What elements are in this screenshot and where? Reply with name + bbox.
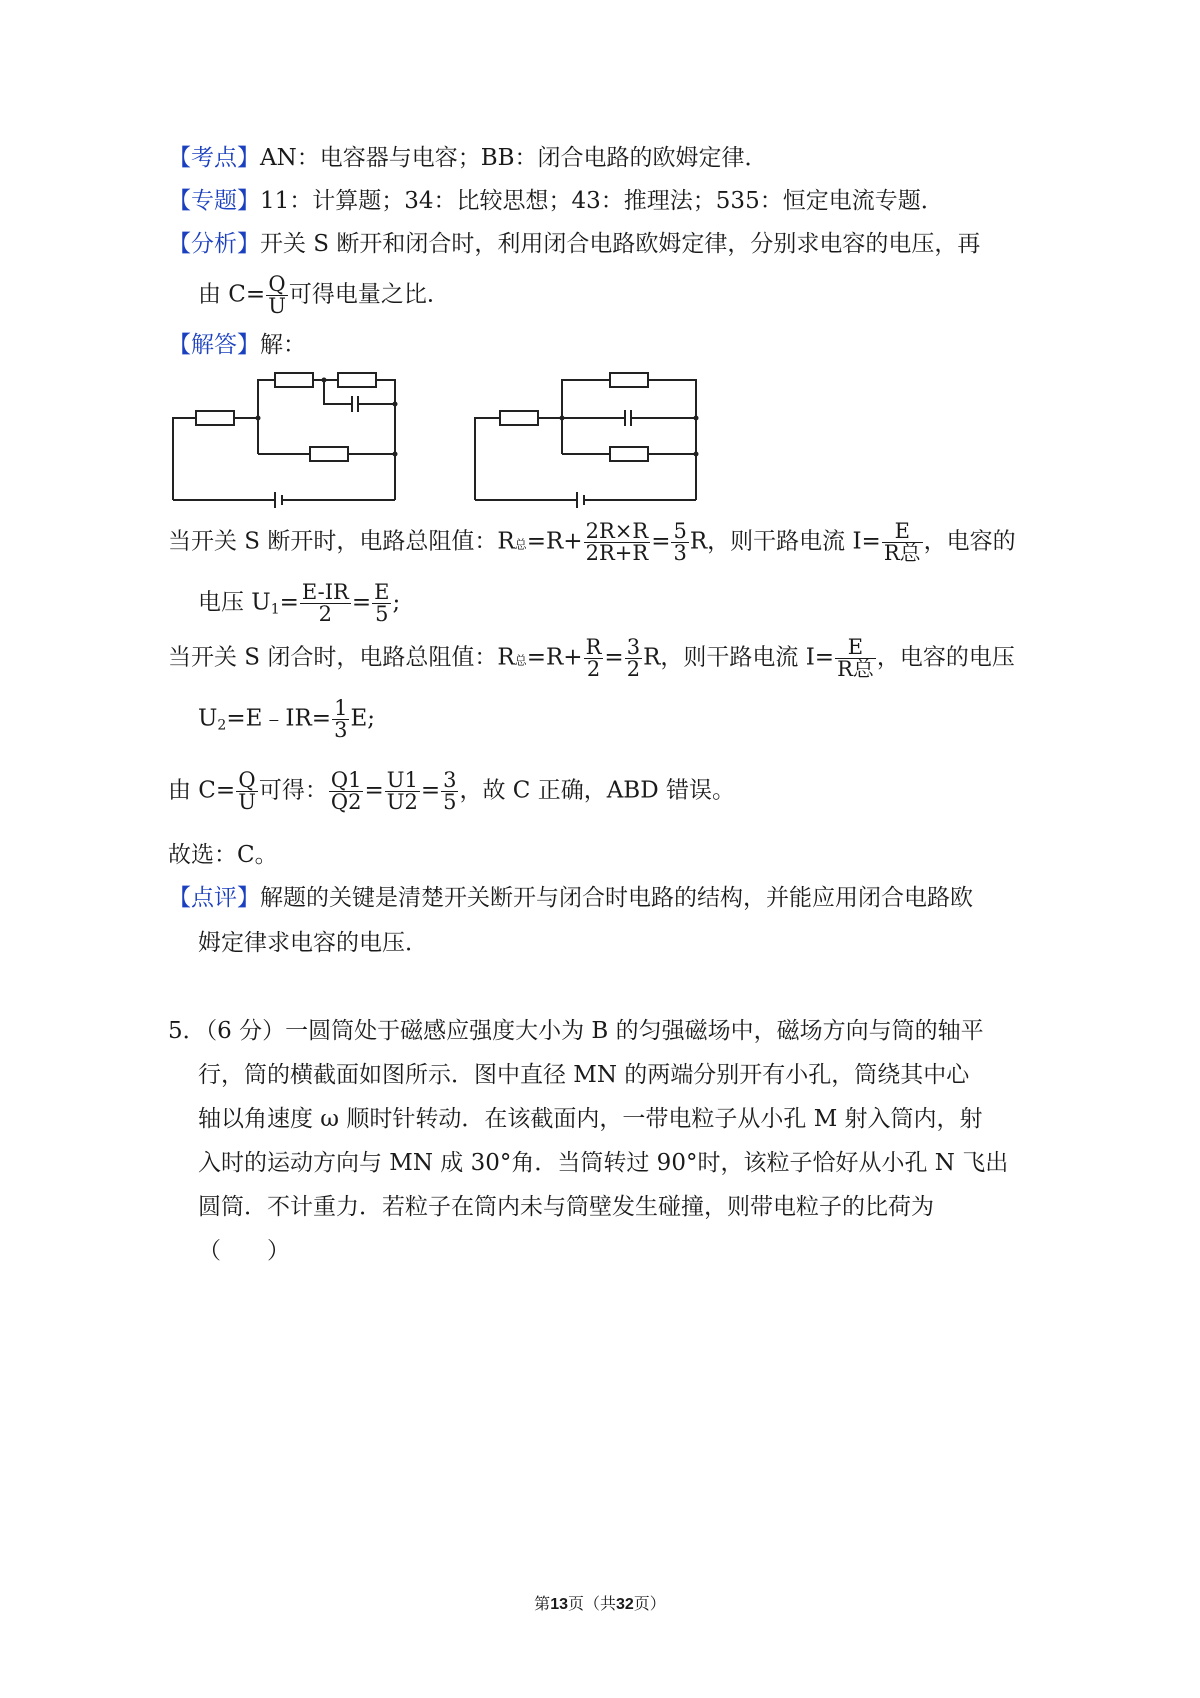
kaodian-text: AN：电容器与电容；BB：闭合电路的欧姆定律． [260, 145, 768, 171]
u2-text-b: =E﹣IR= [226, 705, 332, 732]
closed-subscript: 总 [514, 653, 527, 668]
question5-line-2 [198, 1060, 969, 1090]
fraction-den: R总 [883, 541, 921, 565]
fraction-three-halves [625, 637, 642, 680]
jieda-text: 解： [260, 332, 306, 358]
jieda-tag: 【解答】 [168, 332, 260, 358]
solution-ratio-line [168, 770, 735, 813]
fraction-den: 2 [626, 657, 641, 681]
fraction-u-ratio [385, 770, 420, 813]
closed-text-a: 当开关 S 闭合时，电路总阻值：R [168, 644, 515, 671]
answer-line [168, 840, 278, 870]
question5-line-5 [198, 1192, 934, 1222]
zhuanti-text: 11：计算题；34：比较思想；43：推理法；535：恒定电流专题． [260, 188, 944, 214]
fraction-den: 2 [586, 657, 601, 681]
open-text-b: =R+ [526, 528, 583, 555]
fraction-current-closed [835, 637, 876, 680]
zhuanti-tag: 【专题】 [168, 188, 260, 214]
equals: = [351, 589, 372, 616]
kaodian-line [168, 143, 768, 173]
fraction-num: Q1 [330, 768, 362, 792]
fraction-den: 2 [318, 602, 333, 626]
u1-subscript: 1 [270, 601, 280, 618]
question5-line-4 [198, 1148, 1008, 1178]
fraction-num: E [882, 521, 923, 543]
question5-text-1: 5．（6 分）一圆筒处于磁感应强度大小为 B 的匀强磁场中，磁场方向与筒的轴平 [168, 1018, 984, 1044]
fraction-num: E [835, 637, 876, 659]
answer-text: 故选：C。 [168, 842, 278, 868]
review-text-2: 姆定律求电容的电压． [198, 930, 428, 956]
page-number: 13 [550, 1596, 568, 1613]
jieda-line [168, 330, 306, 360]
fenxi-l2-prefix: 由 C= [198, 281, 266, 308]
fraction-den: R总 [837, 657, 874, 681]
fraction-q-ratio [329, 770, 364, 813]
review-text-1: 解题的关键是清楚开关断开与闭合时电路的结构，并能应用闭合电路欧 [260, 885, 973, 911]
fraction-q-over-u [266, 274, 288, 317]
fraction-r-half [584, 637, 604, 680]
equals: = [604, 644, 624, 671]
review-line-1 [168, 883, 973, 913]
total-pages: 32 [616, 1596, 634, 1613]
equals: = [364, 777, 384, 804]
footer-prefix: 第 [534, 1594, 551, 1613]
closed-text-c: R，则干路电流 I= [643, 644, 835, 671]
fraction-num: 3 [626, 635, 641, 659]
open-text-c: R，则干路电流 I= [689, 528, 881, 555]
open-text-d: ，电容的 [923, 528, 1016, 555]
u1-text-a: 电压 U [198, 589, 271, 616]
u2-text-c: E; [350, 705, 375, 732]
question5-line-1 [168, 1016, 984, 1046]
fenxi-tag: 【分析】 [168, 231, 260, 257]
fraction-num: 2R×R [585, 519, 649, 543]
open-subscript: 总 [514, 537, 527, 552]
circuit-diagram-open [168, 368, 408, 508]
fraction-c-def [236, 770, 258, 813]
fraction-num: E-IR [301, 580, 349, 604]
question5-text-3: 轴以角速度 ω 顺时针转动．在该截面内，一带电粒子从小孔 M 射入筒内，射 [198, 1106, 983, 1132]
review-tag: 【点评】 [168, 885, 260, 911]
fraction-den: Q2 [330, 790, 362, 814]
equals: = [420, 777, 441, 804]
fraction-num: Q [236, 770, 258, 792]
fenxi-line-2 [198, 274, 450, 317]
circuit-diagram-closed [470, 368, 710, 508]
u2-text-a: U [198, 705, 218, 732]
question5-line-6 [198, 1236, 290, 1266]
fraction-one-third [332, 698, 349, 741]
fraction-num: Q [266, 274, 288, 296]
fraction-num: 3 [443, 768, 457, 792]
fraction-den: 3 [673, 541, 687, 565]
zhuanti-line [168, 186, 944, 216]
closed-text-d: ，电容的电压 [876, 644, 1015, 671]
closed-text-b: =R+ [526, 644, 583, 671]
fraction-den: U [268, 294, 286, 318]
question5-answer-blank: （ ） [198, 1238, 290, 1264]
u2-subscript: 2 [217, 717, 227, 734]
fraction-num: E [374, 580, 390, 604]
question5-text-5: 圆筒．不计重力．若粒子在筒内未与筒壁发生碰撞，则带电粒子的比荷为 [198, 1194, 934, 1220]
fraction-den: 3 [334, 718, 348, 742]
review-line-2 [198, 928, 428, 958]
fraction-num: R [585, 635, 602, 659]
ratio-text-a: 由 C= [168, 777, 236, 804]
u1-text-c: ; [392, 589, 401, 616]
solution-u1-line [198, 582, 400, 625]
fraction-den: 5 [443, 790, 457, 814]
fraction-e-fifths [372, 582, 391, 625]
fraction-five-thirds [671, 521, 688, 564]
fraction-parallel [584, 521, 651, 564]
fraction-den: 5 [375, 602, 389, 626]
page-footer [0, 1591, 1200, 1614]
solution-u2-line [198, 698, 375, 741]
question5-text-4: 入时的运动方向与 MN 成 30°角．当筒转过 90°时，该粒子恰好从小孔 N 飞出 [198, 1150, 1009, 1176]
footer-mid: 页（共 [567, 1594, 616, 1613]
question5-line-3 [198, 1104, 983, 1134]
fraction-num: 5 [673, 519, 687, 543]
footer-suffix: 页） [633, 1594, 666, 1613]
fraction-three-fifths [441, 770, 458, 813]
fraction-den: U [238, 790, 256, 814]
fenxi-line [168, 229, 980, 259]
u1-text-b: = [279, 589, 299, 616]
ratio-text-b: 可得： [258, 777, 328, 804]
fraction-den: 2R+R [585, 541, 649, 565]
fraction-num: U1 [386, 768, 418, 792]
fraction-num: 1 [334, 696, 348, 720]
fraction-current [882, 521, 923, 564]
equals: = [651, 528, 671, 555]
fraction-den: U2 [386, 790, 418, 814]
fenxi-text: 开关 S 断开和闭合时，利用闭合电路欧姆定律，分别求电容的电压，再 [260, 231, 981, 257]
fenxi-l2-suffix: 可得电量之比． [288, 281, 450, 308]
ratio-text-c: ，故 C 正确，ABD 错误。 [459, 777, 735, 804]
open-text-a: 当开关 S 断开时，电路总阻值：R [168, 528, 515, 555]
solution-closed-line [168, 637, 1015, 680]
question5-text-2: 行，筒的横截面如图所示．图中直径 MN 的两端分别开有小孔，筒绕其中心 [198, 1062, 970, 1088]
kaodian-tag: 【考点】 [168, 145, 260, 171]
fraction-u1 [300, 582, 351, 625]
solution-open-line [168, 521, 1016, 564]
